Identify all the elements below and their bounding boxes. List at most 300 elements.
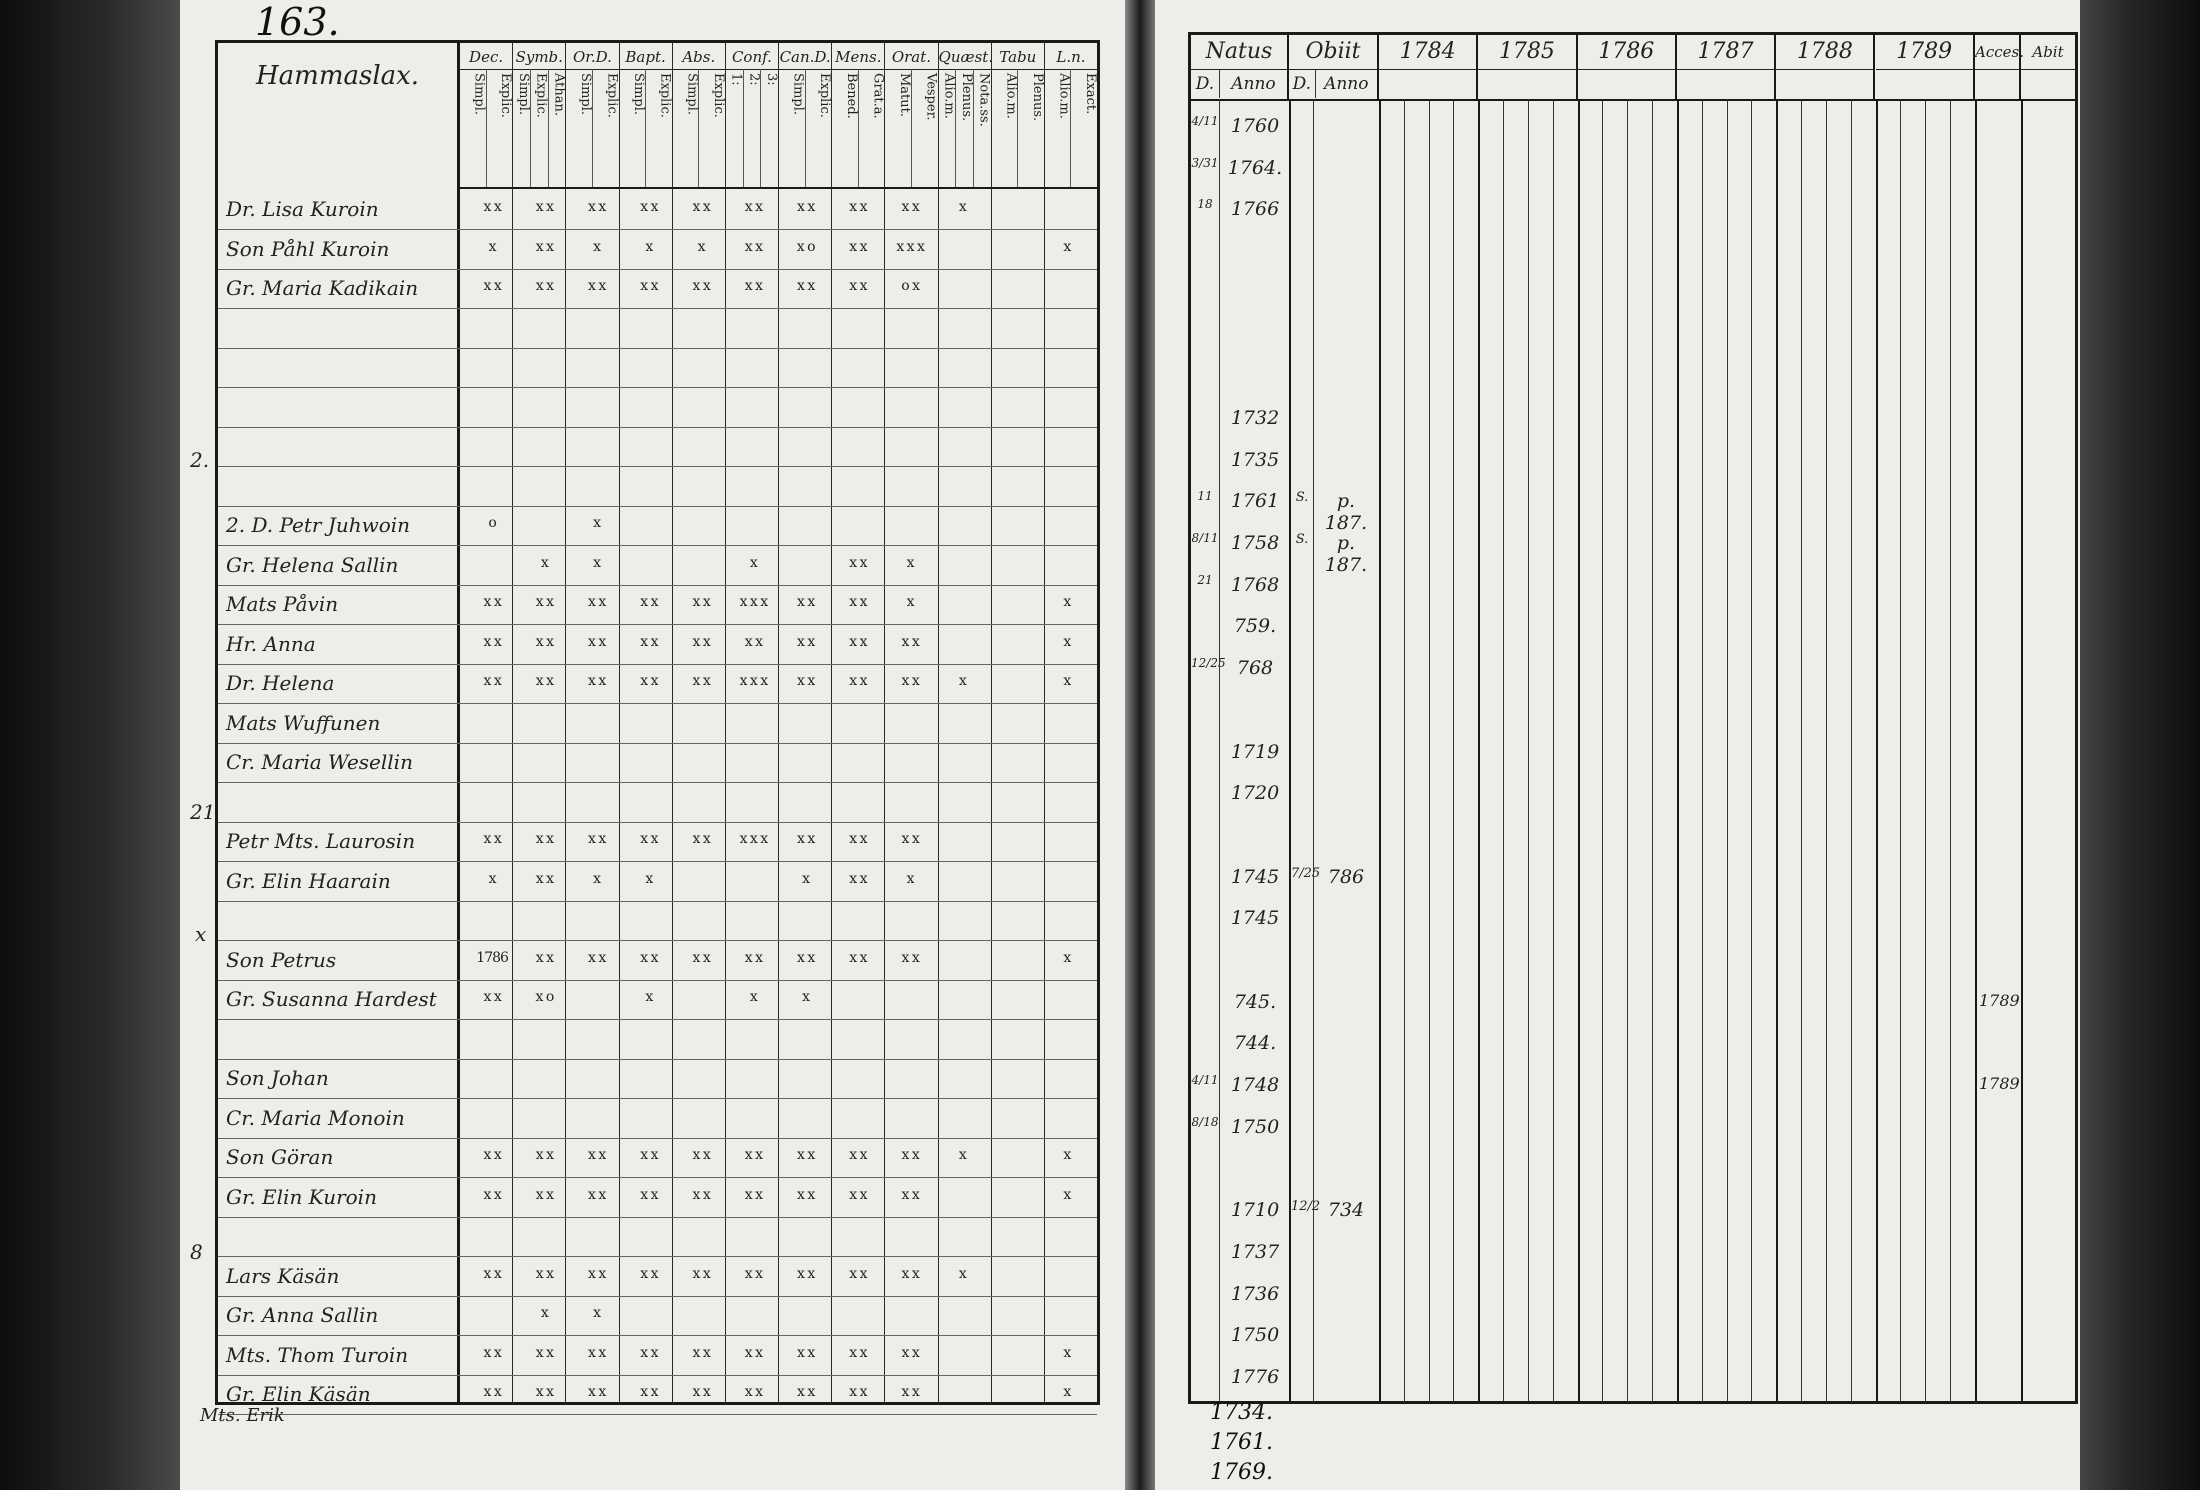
register-row — [1191, 1241, 2075, 1275]
knowledge-mark: x x — [901, 1147, 919, 1163]
birth-year: 1766 — [1230, 198, 1280, 221]
knowledge-mark — [989, 1384, 1041, 1400]
knowledge-mark — [989, 1266, 1041, 1282]
column-sub-label: Athan. — [551, 73, 567, 117]
knowledge-mark: x x — [849, 1147, 867, 1163]
birth-day: 4/11 — [1191, 114, 1219, 128]
knowledge-mark — [989, 950, 1041, 966]
register-row — [1191, 1366, 2075, 1400]
knowledge-mark: x x — [744, 633, 762, 650]
knowledge-mark: x x — [640, 633, 658, 650]
knowledge-mark: x x — [744, 199, 762, 215]
register-row — [1191, 574, 2075, 608]
knowledge-mark: x — [958, 1147, 966, 1163]
knowledge-mark: x — [593, 1305, 601, 1321]
knowledge-mark: x x — [692, 278, 710, 294]
knowledge-mark — [884, 515, 936, 531]
knowledge-mark: x x — [849, 1186, 867, 1203]
column-sub-label: Bened. — [832, 69, 859, 187]
knowledge-mark: x x — [849, 238, 867, 255]
column-sub-label: Explic. — [710, 73, 726, 118]
knowledge-mark: x — [906, 594, 914, 610]
knowledge-mark: x x — [744, 949, 762, 966]
knowledge-mark — [780, 515, 832, 531]
knowledge-mark — [832, 1305, 884, 1321]
knowledge-mark — [1041, 278, 1093, 294]
knowledge-mark: x x — [692, 1265, 710, 1282]
person-row — [218, 1181, 1097, 1218]
knowledge-mark: x — [593, 554, 601, 571]
knowledge-mark: x — [958, 1265, 966, 1282]
person-name: Cr. Maria Monoin — [226, 1105, 405, 1130]
knowledge-mark: x x — [849, 1265, 867, 1282]
knowledge-mark: x x — [849, 673, 867, 689]
knowledge-mark: x x — [797, 594, 815, 610]
knowledge-mark — [675, 871, 727, 887]
knowledge-mark: x — [488, 870, 496, 887]
register-row — [1191, 741, 2075, 775]
person-name: Mats Påvin — [226, 592, 339, 616]
knowledge-mark — [832, 515, 884, 531]
knowledge-mark: x x — [797, 1265, 815, 1282]
knowledge-mark: x x — [849, 870, 867, 887]
knowledge-mark: x x — [483, 1147, 501, 1163]
register-row — [1191, 657, 2075, 691]
knowledge-mark: x x — [901, 1344, 919, 1361]
knowledge-mark: x x — [588, 199, 606, 215]
register-table — [1188, 32, 2078, 1404]
knowledge-mark: x x — [744, 1344, 762, 1361]
knowledge-mark — [936, 831, 988, 847]
knowledge-mark — [989, 673, 1041, 689]
knowledge-mark — [675, 1305, 727, 1321]
knowledge-mark — [623, 555, 675, 571]
knowledge-mark: x x — [692, 831, 710, 847]
birth-year: 768 — [1236, 657, 1274, 680]
knowledge-mark — [936, 950, 988, 966]
register-row — [1191, 1283, 2075, 1317]
knowledge-mark — [936, 594, 988, 610]
knowledge-mark: 1786 — [476, 949, 508, 966]
birth-year: 1758 — [1230, 532, 1280, 554]
register-row — [1191, 531, 2075, 576]
knowledge-mark — [936, 555, 988, 571]
knowledge-mark: x x x — [896, 238, 924, 255]
knowledge-mark: x x — [483, 199, 501, 215]
knowledge-mark — [989, 831, 1041, 847]
person-row — [218, 1260, 1097, 1297]
knowledge-mark: x x — [588, 673, 606, 689]
person-row — [218, 1220, 1097, 1257]
person-row — [218, 1299, 1097, 1336]
death-year: p. 187. — [1324, 490, 1368, 535]
knowledge-mark — [989, 239, 1041, 255]
year-header: 1789 — [1876, 35, 1975, 99]
birth-year: 744. — [1233, 1032, 1277, 1055]
book-binding-right — [2080, 0, 2200, 1490]
knowledge-mark — [936, 1384, 988, 1400]
register-row — [1191, 907, 2075, 941]
register-row — [1191, 1199, 2075, 1233]
knowledge-mark: x x — [901, 1186, 919, 1203]
column-sub-label: 3: — [764, 73, 780, 86]
knowledge-mark: x x — [640, 949, 658, 966]
catechism-table — [215, 40, 1100, 1405]
knowledge-mark — [989, 1345, 1041, 1361]
birth-day: 8/18 — [1191, 1114, 1219, 1129]
knowledge-mark: x x — [692, 594, 710, 610]
register-row — [1191, 324, 2075, 358]
person-row — [218, 1062, 1097, 1099]
knowledge-mark: x — [593, 870, 601, 887]
knowledge-mark: x x — [692, 1384, 710, 1400]
knowledge-mark: x x — [901, 1384, 919, 1400]
knowledge-mark — [989, 634, 1041, 650]
column-sub-label: Explic. — [604, 73, 620, 118]
accessit-year: 1789 — [1979, 1074, 2020, 1094]
knowledge-mark: x — [540, 1305, 548, 1321]
year-header: 1787 — [1677, 35, 1776, 99]
death-day: S. — [1295, 532, 1309, 547]
knowledge-mark: x x — [640, 278, 658, 294]
birth-year: 1745 — [1230, 907, 1280, 930]
knowledge-mark: x x — [588, 1344, 606, 1361]
person-name: Gr. Helena Sallin — [226, 552, 399, 577]
register-row — [1191, 1116, 2075, 1150]
knowledge-mark — [989, 1187, 1041, 1203]
knowledge-mark: x x — [588, 1186, 606, 1203]
knowledge-mark: x — [1063, 1186, 1071, 1203]
knowledge-mark — [832, 989, 884, 1005]
knowledge-mark: x x — [901, 633, 919, 650]
knowledge-mark: x x — [692, 949, 710, 966]
knowledge-mark: x — [1063, 1384, 1071, 1400]
column-sub-label: Alio.m. — [992, 69, 1019, 187]
person-row — [218, 944, 1097, 981]
register-row — [1191, 949, 2075, 983]
knowledge-mark: x x — [640, 1384, 658, 1400]
person-row — [218, 549, 1097, 586]
knowledge-mark: x x — [483, 1265, 501, 1282]
knowledge-mark: x x — [901, 1265, 919, 1282]
register-row — [1191, 198, 2075, 232]
column-sub-label: Alio.m. — [939, 69, 957, 187]
person-name: 2. D. Petr Juhwoin — [226, 513, 411, 537]
person-row — [218, 470, 1097, 507]
person-row — [218, 1141, 1097, 1178]
person-row — [218, 272, 1097, 309]
person-name: Dr. Helena — [226, 671, 335, 695]
knowledge-mark: x x — [692, 633, 710, 650]
register-row — [1191, 1324, 2075, 1358]
margin-number: 8 — [190, 1240, 203, 1264]
person-row — [218, 588, 1097, 625]
column-sub-label: Explic. — [531, 69, 549, 187]
person-row — [218, 786, 1097, 823]
register-row — [1191, 1032, 2075, 1066]
knowledge-mark — [936, 515, 988, 531]
knowledge-mark: x x — [483, 278, 501, 294]
knowledge-mark: x x — [535, 1384, 553, 1400]
knowledge-mark: x x — [797, 831, 815, 847]
column-sub-label: Simpl. — [673, 69, 700, 187]
knowledge-mark: x — [1063, 949, 1071, 966]
birth-day: 12/25 — [1191, 656, 1226, 671]
person-row — [218, 312, 1097, 349]
knowledge-mark: x — [697, 238, 705, 255]
knowledge-mark — [936, 989, 988, 1005]
person-name: Hr. Anna — [226, 631, 316, 656]
knowledge-mark: x x — [483, 1384, 501, 1400]
register-row — [1191, 991, 2075, 1025]
column-sub-label: Matut. — [885, 69, 912, 187]
knowledge-mark — [936, 1187, 988, 1203]
year-header: 1784 — [1379, 35, 1478, 99]
birth-year: 1737 — [1230, 1240, 1280, 1263]
column-sub-label: Explic. — [817, 73, 833, 118]
knowledge-mark: x x — [588, 1265, 606, 1282]
knowledge-mark: x x — [849, 949, 867, 966]
column-sub-label: Explic. — [657, 73, 673, 118]
person-row — [218, 1339, 1097, 1376]
knowledge-mark — [936, 634, 988, 650]
column-sub-label: Exact. — [1083, 73, 1099, 115]
knowledge-mark: x x — [849, 594, 867, 610]
knowledge-mark: x x — [849, 199, 867, 215]
knowledge-mark: x — [593, 515, 601, 531]
column-group-label: Bapt. — [620, 45, 672, 70]
abiit-header: Abit — [2021, 35, 2075, 99]
person-row — [218, 1378, 1097, 1415]
column-sub-label: Simpl. — [460, 69, 487, 187]
knowledge-mark — [675, 515, 727, 531]
knowledge-mark — [1041, 831, 1093, 847]
knowledge-mark: x x — [535, 1186, 553, 1203]
knowledge-mark: x x — [640, 1344, 658, 1361]
knowledge-mark — [623, 1305, 675, 1321]
knowledge-mark: x x x — [739, 594, 768, 610]
year-header: 1786 — [1578, 35, 1677, 99]
knowledge-mark — [936, 871, 988, 887]
register-row — [1191, 489, 2075, 535]
knowledge-mark: x x — [849, 1344, 867, 1361]
knowledge-mark — [884, 989, 936, 1005]
knowledge-mark: x x — [849, 1384, 867, 1400]
knowledge-mark — [727, 1305, 779, 1321]
column-group-label: Conf. — [726, 45, 778, 70]
knowledge-mark: x x — [535, 633, 553, 650]
person-row — [218, 1023, 1097, 1060]
birth-year: 1768 — [1230, 573, 1280, 596]
knowledge-mark: x o — [796, 238, 815, 255]
person-name: Gr. Maria Kadikain — [226, 276, 419, 300]
margin-number: 21 — [190, 800, 216, 824]
knowledge-mark: x — [958, 199, 966, 215]
person-name: Gr. Elin Käsän — [226, 1382, 371, 1406]
knowledge-mark: x x — [901, 949, 919, 966]
knowledge-mark: x x — [535, 831, 553, 847]
person-row — [218, 430, 1097, 467]
knowledge-mark: x — [1063, 1147, 1071, 1163]
column-sub-label: Simpl. — [620, 69, 647, 187]
column-sub-label: Grat.a. — [870, 73, 886, 119]
knowledge-mark: x — [958, 673, 966, 689]
knowledge-mark: x x — [483, 673, 501, 689]
knowledge-mark: x — [906, 870, 914, 887]
knowledge-mark — [727, 515, 779, 531]
column-group-label: Quæst. — [939, 45, 991, 70]
knowledge-mark: x x — [483, 1344, 501, 1361]
person-name: Son Göran — [226, 1145, 334, 1169]
knowledge-mark: x x x — [739, 831, 768, 847]
knowledge-mark: x x — [640, 1186, 658, 1203]
knowledge-mark — [1041, 989, 1093, 1005]
birth-year: 1760 — [1230, 115, 1280, 137]
knowledge-mark — [1041, 1305, 1093, 1321]
knowledge-mark: x x — [483, 633, 501, 650]
birth-year: 1735 — [1230, 448, 1280, 471]
knowledge-mark: x x — [744, 238, 762, 255]
column-sub-label: Simpl. — [779, 69, 806, 187]
person-name: Mats Wuffunen — [226, 710, 381, 735]
knowledge-mark: x o — [535, 989, 554, 1005]
column-group-label: Mens. — [832, 45, 884, 70]
column-sub-label: Explic. — [498, 73, 514, 118]
knowledge-mark — [989, 1305, 1041, 1321]
person-name: Gr. Susanna Hardest — [226, 987, 437, 1011]
death-day: 12/2 — [1291, 1199, 1321, 1215]
knowledge-mark: x x — [692, 1186, 710, 1203]
knowledge-mark: x x — [588, 594, 606, 610]
knowledge-mark: x x — [535, 949, 553, 966]
accessit-header: Acces. — [1975, 35, 2021, 99]
knowledge-mark — [936, 278, 988, 294]
person-row — [218, 628, 1097, 665]
knowledge-mark — [989, 594, 1041, 610]
person-row — [218, 825, 1097, 862]
register-header — [1191, 35, 2075, 101]
knowledge-mark: x — [645, 989, 653, 1005]
knowledge-mark: x — [1063, 673, 1071, 689]
knowledge-mark: x x x — [739, 673, 768, 689]
column-sub-label: 2: — [744, 69, 762, 187]
village-title: Hammaslax. — [256, 61, 420, 91]
birth-day: 11 — [1197, 489, 1213, 504]
knowledge-mark: x x — [588, 278, 606, 294]
column-group-label: Dec. — [460, 45, 512, 70]
person-name: Mts. Thom Turoin — [226, 1342, 409, 1367]
knowledge-mark: x x — [588, 1147, 606, 1163]
knowledge-mark: x — [488, 238, 496, 255]
knowledge-mark — [675, 555, 727, 571]
knowledge-mark: x x — [692, 199, 710, 215]
knowledge-mark — [1041, 515, 1093, 531]
knowledge-mark: x x — [588, 949, 606, 966]
birth-year: 1719 — [1230, 740, 1280, 763]
knowledge-mark: x x — [483, 594, 501, 610]
register-row — [1191, 449, 2075, 483]
knowledge-mark — [675, 989, 727, 1005]
birth-year: 1736 — [1230, 1282, 1280, 1305]
book-gutter — [1125, 0, 1155, 1490]
margin-number: 2. — [190, 448, 210, 472]
birth-day: 18 — [1197, 197, 1213, 212]
knowledge-mark: x x — [744, 1186, 762, 1203]
bottom-note: Mts. Erik — [200, 1405, 285, 1426]
birth-year: 745. — [1233, 990, 1277, 1013]
column-sub-label: Plenus. — [1029, 73, 1045, 122]
knowledge-mark: x — [540, 554, 548, 571]
knowledge-mark: x — [802, 870, 810, 887]
knowledge-mark — [1041, 555, 1093, 571]
obiit-header: Obiit D. Anno — [1289, 35, 1379, 99]
knowledge-mark: x — [1063, 238, 1071, 255]
extra-year: 1734. — [1210, 1400, 1273, 1425]
person-row — [218, 391, 1097, 428]
birth-year: 1750 — [1230, 1115, 1280, 1138]
knowledge-mark: x x — [483, 989, 501, 1005]
knowledge-mark: x — [749, 989, 757, 1005]
knowledge-mark: x x — [744, 1265, 762, 1282]
knowledge-mark: x x — [483, 1186, 501, 1203]
birth-year: 1720 — [1230, 782, 1280, 805]
column-sub-label: 1: — [726, 69, 744, 187]
register-row — [1191, 782, 2075, 816]
accessit-year: 1789 — [1979, 990, 2020, 1010]
knowledge-mark: x x — [797, 949, 815, 966]
knowledge-mark: x x — [640, 594, 658, 610]
knowledge-mark — [780, 555, 832, 571]
register-row — [1191, 615, 2075, 649]
person-name: Son Petrus — [226, 947, 337, 972]
register-row — [1191, 407, 2075, 441]
person-name: Dr. Lisa Kuroin — [226, 197, 379, 221]
column-group-label: Orat. — [885, 45, 937, 70]
death-year: 734 — [1327, 1199, 1365, 1222]
death-year: 786 — [1327, 865, 1365, 888]
person-name: Cr. Maria Wesellin — [226, 750, 413, 774]
birth-year: 1745 — [1230, 865, 1280, 888]
knowledge-mark: x x — [588, 831, 606, 847]
knowledge-mark: x x — [535, 594, 553, 610]
knowledge-mark: x x — [849, 554, 867, 571]
column-group-label: Symb. — [513, 45, 565, 70]
person-row — [218, 904, 1097, 941]
birth-year: 1761 — [1230, 490, 1280, 513]
person-name: Son Påhl Kuroin — [226, 236, 390, 261]
knowledge-mark: x — [645, 238, 653, 255]
register-row — [1191, 282, 2075, 316]
person-name: Gr. Elin Kuroin — [226, 1184, 377, 1209]
knowledge-mark — [571, 989, 623, 1005]
person-name: Gr. Elin Haarain — [226, 868, 391, 893]
birth-year: 1750 — [1230, 1324, 1280, 1347]
person-row — [218, 667, 1097, 704]
person-name: Son Johan — [226, 1066, 329, 1090]
extra-year: 1761. — [1210, 1430, 1273, 1455]
knowledge-mark: o — [488, 515, 496, 531]
knowledge-mark: x x — [483, 831, 501, 847]
birth-day: 8/11 — [1191, 531, 1219, 545]
knowledge-mark: x — [645, 870, 653, 887]
knowledge-mark: x x — [849, 633, 867, 650]
knowledge-mark: x x — [797, 673, 815, 689]
column-sub-label: Nota.ss. — [976, 73, 992, 127]
knowledge-mark: x x — [640, 199, 658, 215]
knowledge-mark: x x — [588, 1384, 606, 1400]
knowledge-mark: x — [906, 554, 914, 571]
knowledge-mark: x x — [535, 278, 553, 294]
